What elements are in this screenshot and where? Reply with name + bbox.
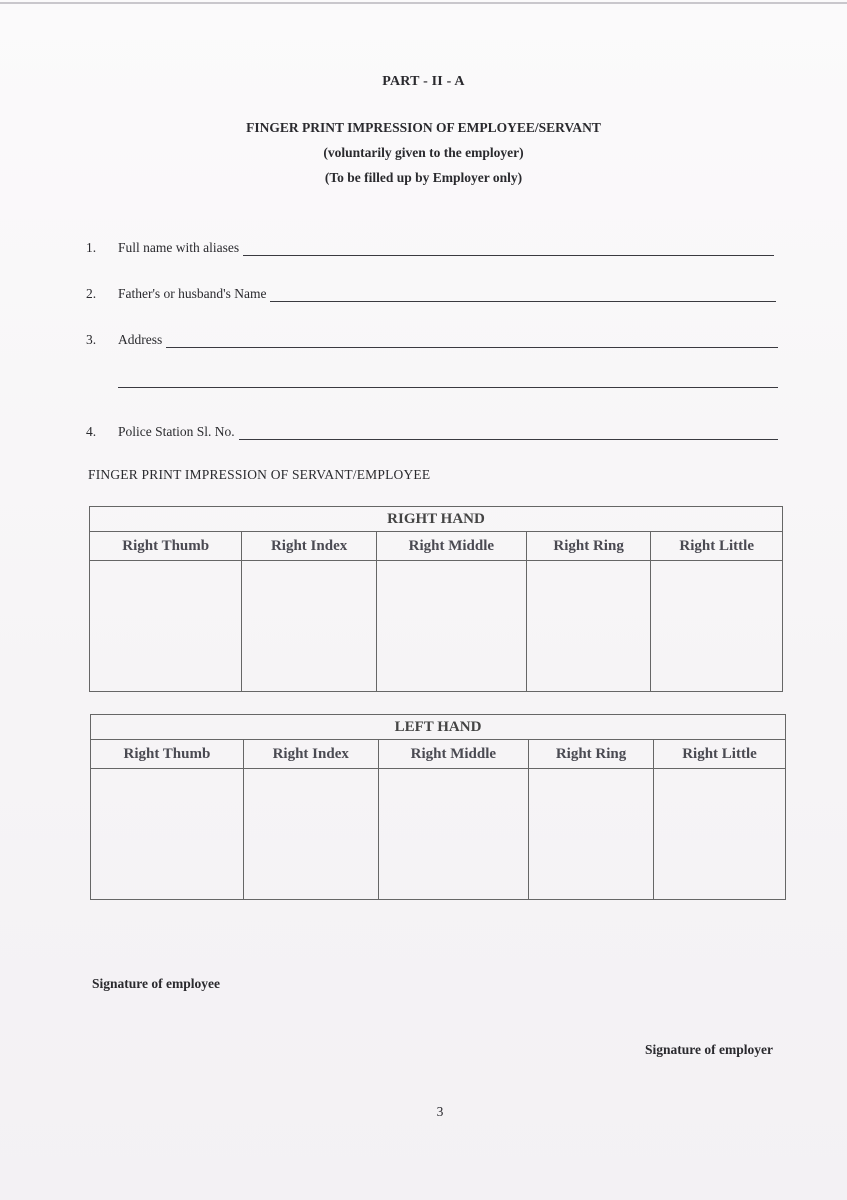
field-police-station xyxy=(86,424,778,440)
right-index-box[interactable] xyxy=(242,561,376,692)
field-father-husband-name xyxy=(86,286,776,302)
father-husband-name-blank[interactable] xyxy=(270,289,776,302)
column-header: Right Thumb xyxy=(90,532,242,561)
field-number: 1. xyxy=(86,240,97,255)
field-full-name xyxy=(86,240,774,256)
right-little-box[interactable] xyxy=(651,561,783,692)
column-header: Right Little xyxy=(653,740,785,769)
form-subtitle-2: (To be filled up by Employer only) xyxy=(324,170,523,185)
form-subtitle-1: (voluntarily given to the employer) xyxy=(323,145,524,160)
field-label: Police Station Sl. No. xyxy=(118,424,235,439)
column-header: Right Index xyxy=(243,740,378,769)
full-name-blank[interactable] xyxy=(243,243,774,256)
left-thumb-box[interactable] xyxy=(91,769,244,900)
left-index-box[interactable] xyxy=(243,769,378,900)
right-thumb-box[interactable] xyxy=(90,561,242,692)
column-header: Right Index xyxy=(242,532,376,561)
left-hand-title: LEFT HAND xyxy=(91,715,786,740)
left-little-box[interactable] xyxy=(653,769,785,900)
left-middle-box[interactable] xyxy=(378,769,528,900)
field-number: 3. xyxy=(86,332,97,347)
address-second-line[interactable] xyxy=(118,387,778,388)
address-blank[interactable] xyxy=(166,335,778,348)
column-header: Right Middle xyxy=(376,532,526,561)
left-ring-box[interactable] xyxy=(529,769,654,900)
column-header: Right Ring xyxy=(526,532,651,561)
field-label: Full name with aliases xyxy=(118,240,240,255)
signature-employer-label: Signature of employer xyxy=(645,1042,773,1057)
field-number: 4. xyxy=(86,424,97,439)
column-header: Right Ring xyxy=(529,740,654,769)
police-station-blank[interactable] xyxy=(239,427,778,440)
right-hand-table xyxy=(89,506,783,692)
form-title: FINGER PRINT IMPRESSION OF EMPLOYEE/SERVANT xyxy=(246,120,601,135)
column-header: Right Little xyxy=(651,532,783,561)
column-header: Right Middle xyxy=(378,740,528,769)
right-ring-box[interactable] xyxy=(526,561,651,692)
field-label: Father's or husband's Name xyxy=(118,286,267,301)
top-edge xyxy=(0,2,847,4)
field-address xyxy=(86,332,778,348)
column-header: Right Thumb xyxy=(91,740,244,769)
section-title: FINGER PRINT IMPRESSION OF SERVANT/EMPLOYEE xyxy=(88,467,431,482)
left-hand-table xyxy=(90,714,786,900)
signature-employee-label: Signature of employee xyxy=(92,976,220,991)
right-middle-box[interactable] xyxy=(376,561,526,692)
field-number: 2. xyxy=(86,286,97,301)
right-hand-title: RIGHT HAND xyxy=(90,507,783,532)
page-number: 3 xyxy=(436,1104,444,1119)
field-label: Address xyxy=(118,332,163,347)
part-label: PART - II - A xyxy=(382,74,465,89)
